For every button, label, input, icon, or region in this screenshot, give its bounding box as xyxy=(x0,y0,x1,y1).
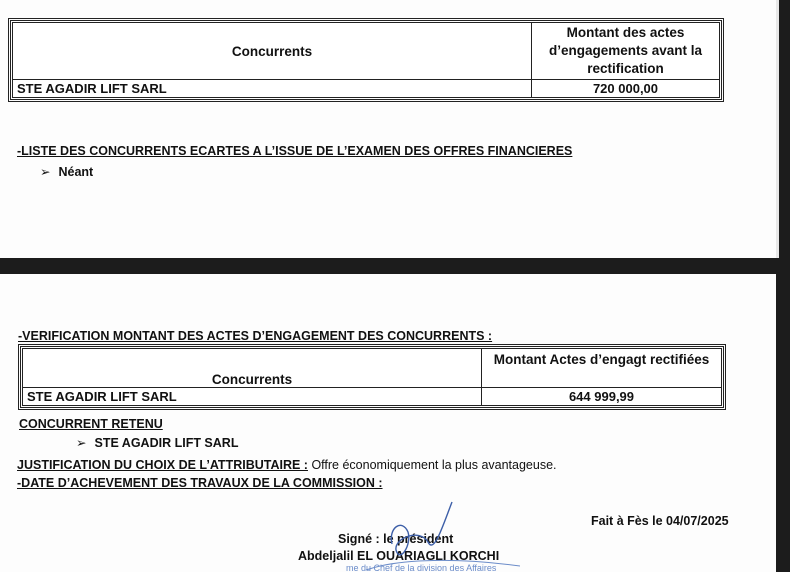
list-item: ➢ STE AGADIR LIFT SARL xyxy=(76,436,239,450)
header-montant-rectified: Montant Actes d’engagt rectifiées xyxy=(482,349,722,388)
justification-line: JUSTIFICATION DU CHOIX DE L’ATTRIBUTAIRE : Offre économiquement la plus avantageuse. xyxy=(17,458,557,472)
signature-stamp-icon xyxy=(330,488,520,572)
header-concurrents: Concurrents xyxy=(23,349,482,388)
header-montant-before: Montant des actes d’engagements avant la rectification xyxy=(532,23,720,80)
signed-by: Signé : le président xyxy=(338,532,454,546)
bid-amounts-before-table xyxy=(12,22,720,98)
arrow-bullet-icon: ➢ xyxy=(40,165,51,179)
competitor-name: STE AGADIR LIFT SARL xyxy=(13,80,532,98)
document-page-1 xyxy=(0,0,776,258)
bid-amounts-rectified-table xyxy=(22,348,722,406)
section-title-verification: -VERIFICATION MONTANT DES ACTES D’ENGAGEMENT DES CONCURRENTS : xyxy=(18,329,493,343)
date-label: -DATE D’ACHEVEMENT DES TRAVAUX DE LA COMMISSION : xyxy=(17,476,383,490)
table-row xyxy=(23,388,722,406)
list-item: ➢ Néant xyxy=(40,165,94,179)
amount-before: 720 000,00 xyxy=(532,80,720,98)
place-date: Fait à Fès le 04/07/2025 xyxy=(591,514,729,528)
amount-rectified: 644 999,99 xyxy=(482,388,722,406)
header-concurrents: Concurrents xyxy=(13,23,532,80)
president-name: Abdeljalil EL OUARIAGLI KORCHI xyxy=(298,549,500,563)
arrow-bullet-icon: ➢ xyxy=(76,436,87,450)
section-title-excluded: -LISTE DES CONCURRENTS ECARTES A L’ISSUE DE L’EXAMEN DES OFFRES FINANCIERES xyxy=(17,144,573,158)
table-row xyxy=(13,80,720,98)
svg-text:me du Chef de la division des: me du Chef de la division des Affaires xyxy=(346,563,497,572)
retained-title: CONCURRENT RETENU xyxy=(19,417,163,431)
competitor-name: STE AGADIR LIFT SARL xyxy=(23,388,482,406)
